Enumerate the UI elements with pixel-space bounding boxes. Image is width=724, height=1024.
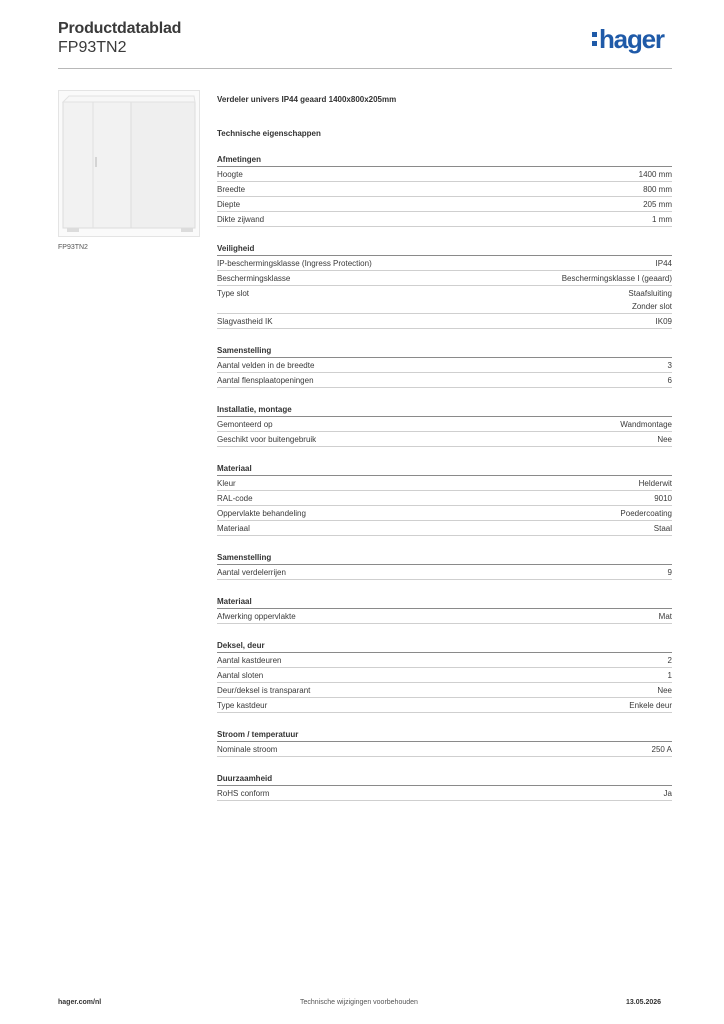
spec-label: Aantal verdelerrijen — [217, 568, 286, 577]
spec-label: Type slot — [217, 289, 250, 298]
spec-value: Nee — [657, 435, 672, 444]
tech-heading: Technische eigenschappen — [217, 129, 321, 138]
spec-value: 6 — [667, 376, 672, 385]
spec-value: IP44 — [655, 259, 672, 268]
spec-value: Nee — [657, 686, 672, 695]
spec-value: Enkele deur — [629, 701, 672, 710]
spec-value: Poedercoating — [620, 509, 672, 518]
spec-row — [217, 197, 672, 212]
spec-group-title: Materiaal — [217, 462, 672, 476]
spec-group-title: Deksel, deur — [217, 639, 672, 653]
spec-label: Beschermingsklasse — [217, 274, 291, 283]
spec-label: Kleur — [217, 479, 236, 488]
spec-value: IK09 — [655, 317, 672, 326]
spec-value: 1400 mm — [638, 170, 672, 179]
spec-row — [217, 609, 672, 624]
spec-group — [217, 344, 672, 388]
spec-row — [217, 742, 672, 757]
spec-group-title: Installatie, montage — [217, 403, 672, 417]
spec-row — [217, 786, 672, 801]
spec-label: RoHS conform — [217, 789, 270, 798]
spec-value: 9010 — [654, 494, 672, 503]
spec-row — [217, 212, 672, 227]
spec-label: Hoogte — [217, 170, 243, 179]
spec-label: Slagvastheid IK — [217, 317, 273, 326]
spec-label: Dikte zijwand — [217, 215, 265, 224]
spec-row — [217, 565, 672, 580]
spec-value: 1 mm — [652, 215, 672, 224]
spec-row — [217, 698, 672, 713]
spec-value: Ja — [663, 789, 672, 798]
spec-label: Geschikt voor buitengebruik — [217, 435, 317, 444]
spec-group — [217, 595, 672, 624]
spec-value: Mat — [658, 612, 672, 621]
cabinet-image — [58, 90, 200, 237]
spec-value: Helderwit — [638, 479, 672, 488]
spec-row — [217, 358, 672, 373]
spec-groups — [217, 153, 672, 801]
spec-label: Aantal sloten — [217, 671, 264, 680]
spec-row — [217, 167, 672, 182]
spec-row — [217, 432, 672, 447]
spec-label: Gemonteerd op — [217, 420, 273, 429]
spec-group — [217, 639, 672, 713]
spec-group-title: Materiaal — [217, 595, 672, 609]
spec-group — [217, 462, 672, 536]
spec-label: Oppervlakte behandeling — [217, 509, 306, 518]
spec-row — [217, 653, 672, 668]
header-divider — [58, 68, 672, 69]
spec-row — [217, 683, 672, 698]
spec-value: 9 — [667, 568, 672, 577]
spec-group — [217, 403, 672, 447]
page-title: Productdatablad — [58, 20, 182, 37]
logo-text: hager — [599, 24, 664, 54]
spec-value: Staal — [653, 524, 672, 533]
spec-value: Beschermingsklasse I (geaard) — [561, 274, 672, 283]
spec-label: Diepte — [217, 200, 241, 209]
product-description: Verdeler univers IP44 geaard 1400x800x205mm — [217, 95, 397, 104]
spec-group — [217, 772, 672, 801]
spec-group — [217, 551, 672, 580]
spec-group-title: Afmetingen — [217, 153, 672, 167]
spec-value: Wandmontage — [620, 420, 672, 429]
spec-row — [217, 668, 672, 683]
spec-row — [217, 256, 672, 271]
hager-logo — [592, 26, 664, 52]
spec-label: Breedte — [217, 185, 246, 194]
logo-colon-icon — [592, 32, 597, 46]
spec-value: 3 — [667, 361, 672, 370]
spec-group — [217, 153, 672, 227]
product-code: FP93TN2 — [58, 39, 127, 56]
page-header — [58, 20, 181, 57]
spec-label: Aantal kastdeuren — [217, 656, 282, 665]
spec-label: Afwerking oppervlakte — [217, 612, 296, 621]
spec-row — [217, 476, 672, 491]
spec-content — [217, 95, 672, 801]
spec-label: IP-beschermingsklasse (Ingress Protection) — [217, 259, 372, 268]
spec-label: RAL-code — [217, 494, 253, 503]
spec-label: Materiaal — [217, 524, 250, 533]
spec-group-title: Stroom / temperatuur — [217, 728, 672, 742]
spec-group — [217, 728, 672, 757]
spec-value: 205 mm — [643, 200, 672, 209]
spec-value: 1 — [667, 671, 672, 680]
cabinet-icon — [59, 91, 199, 236]
spec-row — [217, 286, 672, 314]
spec-group-title: Duurzaamheid — [217, 772, 672, 786]
spec-label: Type kastdeur — [217, 701, 268, 710]
spec-row — [217, 506, 672, 521]
spec-label: Aantal velden in de breedte — [217, 361, 315, 370]
spec-group-title: Veiligheid — [217, 242, 672, 256]
spec-row — [217, 521, 672, 536]
spec-label: Deur/deksel is transparant — [217, 686, 311, 695]
spec-value: 800 mm — [643, 185, 672, 194]
spec-label: Aantal flensplaatopeningen — [217, 376, 314, 385]
image-caption: FP93TN2 — [58, 244, 88, 251]
spec-value: 2 — [667, 656, 672, 665]
spec-row — [217, 417, 672, 432]
spec-group — [217, 242, 672, 329]
spec-value: Staafsluiting Zonder slot — [628, 289, 672, 311]
spec-group-title: Samenstelling — [217, 344, 672, 358]
spec-row — [217, 314, 672, 329]
spec-row — [217, 271, 672, 286]
spec-group-title: Samenstelling — [217, 551, 672, 565]
spec-row — [217, 491, 672, 506]
spec-label: Nominale stroom — [217, 745, 278, 754]
spec-row — [217, 182, 672, 197]
spec-row — [217, 373, 672, 388]
footer-website: hager.com/nl — [58, 999, 102, 1006]
footer-date: 13.05.2026 — [626, 999, 662, 1006]
spec-value: 250 A — [651, 745, 672, 754]
footer-notice: Technische wijzigingen voorbehouden — [300, 999, 418, 1006]
